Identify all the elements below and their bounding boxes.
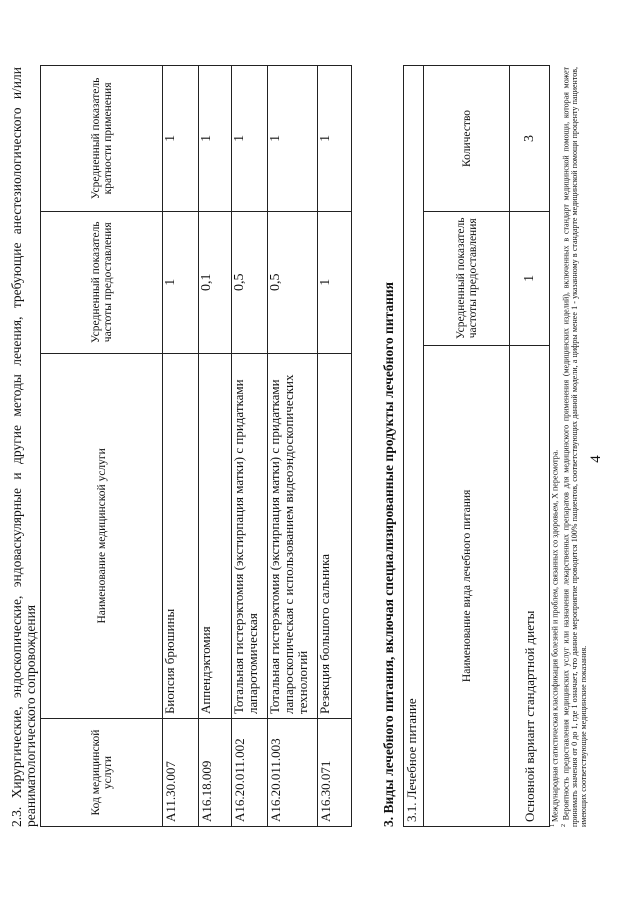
table-row [510, 66, 550, 827]
subsection-title: 3.1. Лечебное питание [404, 66, 424, 827]
freq-value: 1 [318, 211, 352, 353]
table-row [199, 66, 232, 827]
footnote-marker: 1 [550, 824, 556, 827]
freq-value: 0,5 [268, 211, 318, 353]
service-name: Аппендэктомия [199, 353, 232, 718]
table-row [318, 66, 352, 827]
header-code: Код медицинской услуги [41, 719, 163, 827]
footnote-1 [549, 67, 560, 827]
service-name: Тотальная гистерэктомия (экстирпация матки) с придатками лапаротомическая [232, 353, 268, 718]
footnote-2-text: Вероятность предоставления медицинских услуг или назначения лекарственных препаратов для медицинского применения (медицинских изделий), включенных в стандарт медицинской помощи, которая может принимать значения от 0 до 1, где 1 означает, что данное мероприятие проводится 100% пациентов, соответствующих данной модели, а цифры менее 1 - указанному в стандарте медицинской помощи проценту пациентов, имеющих соответствующие медицинские показания. [561, 67, 588, 827]
table-header-row [424, 66, 510, 827]
service-name: Тотальная гистерэктомия (экстирпация матки) с придатками лапароскопическая с использованием видеоэндоскопических технологий [268, 353, 318, 718]
section-2-3-title: 2.3. Хирургические, эндоскопические, эндоваскулярные и другие методы лечения, требующие анестезиологического и/или реаниматологического сопровождения [9, 67, 38, 827]
header-name: Наименование медицинской услуги [41, 353, 163, 718]
service-code: A16.18.009 [199, 719, 232, 827]
service-name: Резекция большого сальника [318, 353, 352, 718]
section-3-title: 3. Виды лечебного питания, включая специализированные продукты лечебного питания [381, 282, 396, 827]
nutrition-table [403, 65, 550, 827]
surgery-table [40, 65, 352, 827]
service-code: A11.30.007 [163, 719, 199, 827]
footnote-2 [560, 67, 588, 827]
header-nutrition-name: Наименование вида лечебного питания [424, 345, 510, 826]
service-code: A16.30.071 [318, 719, 352, 827]
freq-value: 0,1 [199, 211, 232, 353]
table-header-row [41, 66, 163, 827]
table-row [268, 66, 318, 827]
mult-value: 1 [232, 66, 268, 212]
nutrition-freq: 1 [510, 211, 550, 345]
header-freq: Усредненный показатель частоты предоставления [41, 211, 163, 353]
service-name: Биопсия брюшины [163, 353, 199, 718]
nutrition-quantity: 3 [510, 66, 550, 212]
subsection-row [404, 66, 424, 827]
mult-value: 1 [199, 66, 232, 212]
mult-value: 1 [268, 66, 318, 212]
header-quantity: Количество [424, 66, 510, 212]
table-row [163, 66, 199, 827]
service-code: A16.20.011.002 [232, 719, 268, 827]
service-code: A16.20.011.003 [268, 719, 318, 827]
footnote-marker: 2 [561, 824, 568, 827]
mult-value: 1 [163, 66, 199, 212]
footnote-1-text: Международная статистическая классификация болезней и проблем, связанных со здоровьем, X пересмотра. [550, 449, 560, 822]
header-mult: Усредненный показатель кратности применения [41, 66, 163, 212]
header-nutrition-freq: Усредненный показатель частоты предоставления [424, 211, 510, 345]
page-number: 4 [588, 455, 604, 463]
table-row [232, 66, 268, 827]
freq-value: 0,5 [232, 211, 268, 353]
footnotes [549, 67, 588, 827]
nutrition-name: Основной вариант стандартной диеты [510, 345, 550, 826]
mult-value: 1 [318, 66, 352, 212]
freq-value: 1 [163, 211, 199, 353]
